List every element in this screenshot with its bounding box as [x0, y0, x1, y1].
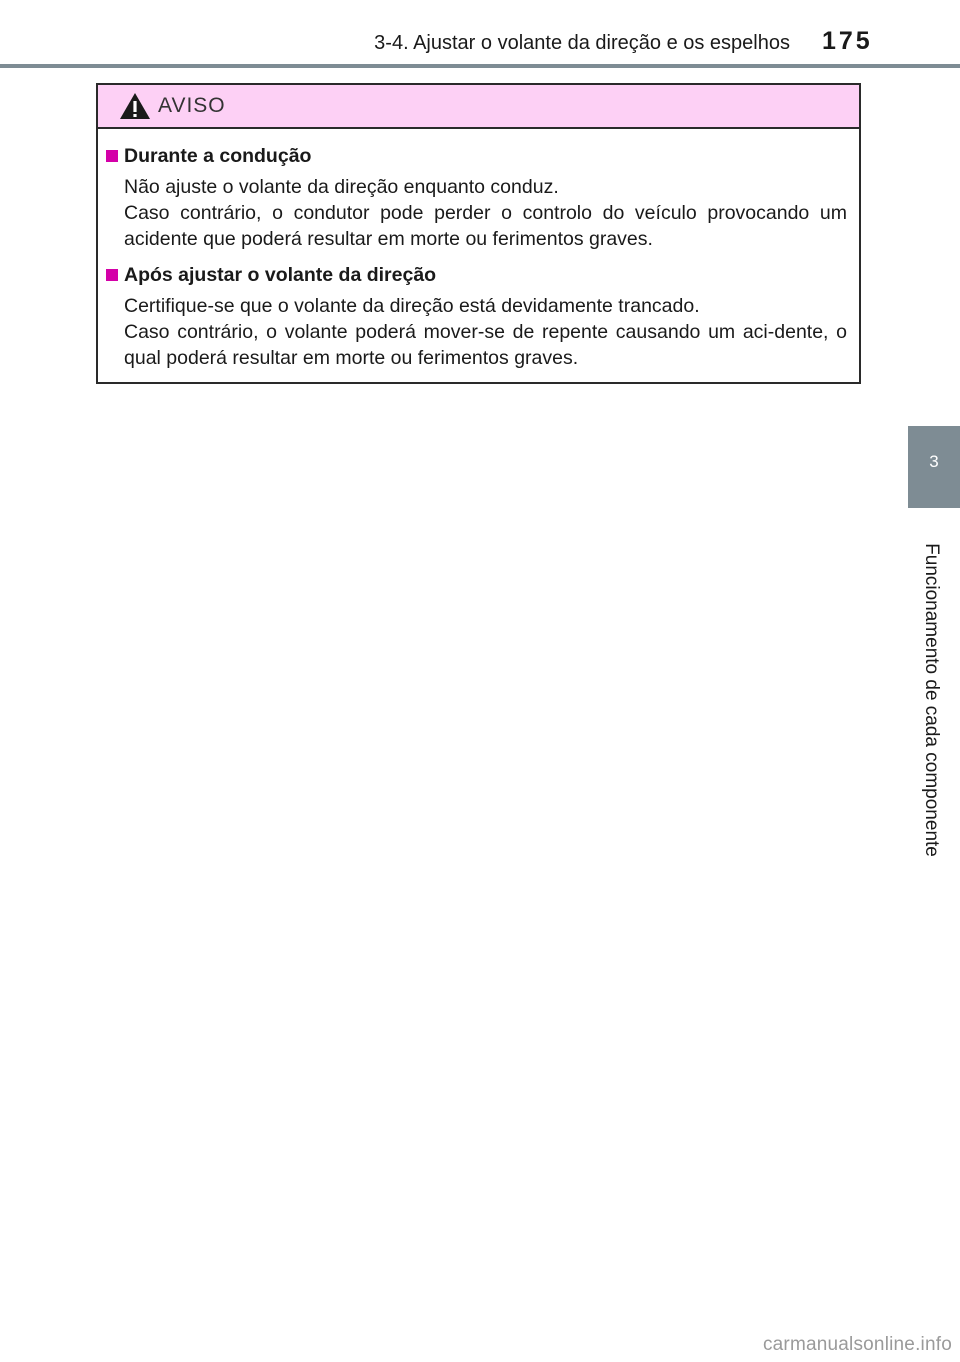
section-text: [124, 174, 847, 252]
section-heading-text: Após ajustar o volante da direção: [124, 264, 437, 286]
warning-section: [106, 262, 847, 371]
header-rule: [0, 64, 960, 68]
section-title: 3-4. Ajustar o volante da direção e os espelhos: [374, 32, 790, 54]
bullet-square-icon: [106, 269, 118, 281]
warning-header: [98, 85, 859, 129]
warning-label: AVISO: [158, 94, 226, 117]
section-line: Caso contrário, o volante poderá mover-se de repente causando um aci-dente, o qual poderá resultar em morte ou ferimentos graves.: [124, 321, 847, 369]
section-line: Caso contrário, o condutor pode perder o controlo do veículo provocando um acidente que poderá resultar em morte ou ferimentos graves.: [124, 202, 847, 250]
section-text: [124, 293, 847, 371]
side-tab-number: 3: [929, 452, 939, 471]
section-heading: [106, 143, 847, 169]
section-heading-text: Durante a condução: [124, 145, 312, 167]
section-line: Não ajuste o volante da direção enquanto conduz.: [124, 176, 559, 198]
section-heading: [106, 262, 847, 288]
watermark: carmanualsonline.info: [762, 1334, 952, 1355]
page-number: 175: [822, 27, 873, 55]
warning-section: [106, 143, 847, 252]
bullet-square-icon: [106, 150, 118, 162]
section-line: Certifique-se que o volante da direção está devidamente trancado.: [124, 295, 700, 317]
warning-body: [98, 129, 859, 371]
side-tab-label: Funcionamento de cada componente: [921, 543, 942, 857]
side-tab: [908, 426, 960, 508]
warning-triangle-icon: [118, 91, 152, 121]
warning-box: [96, 83, 861, 384]
